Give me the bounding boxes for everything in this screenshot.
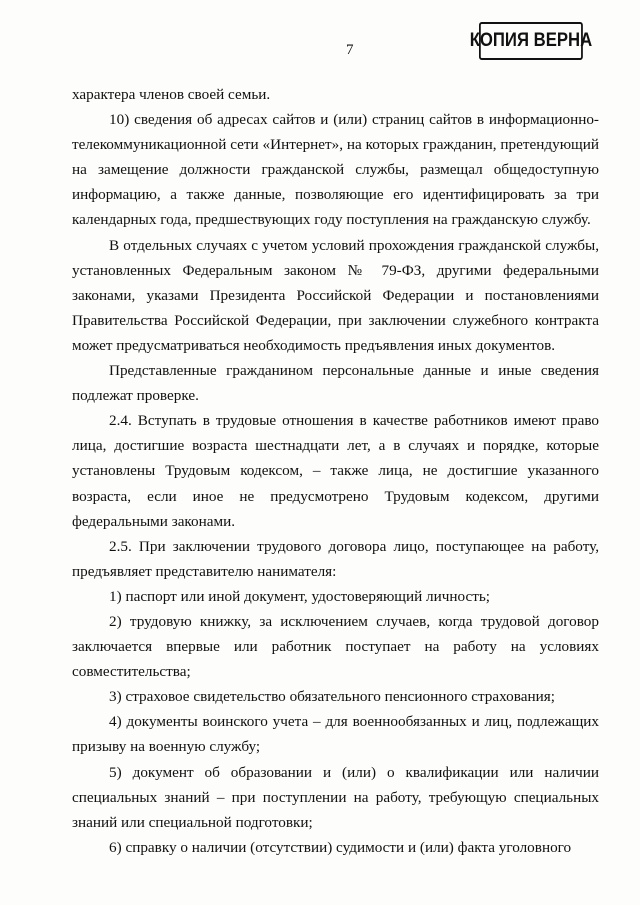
list-item-2: 2) трудовую книжку, за исключением случаев, когда трудовой договор заключается впервые или работник поступает на работу на условиях совместительства; [72, 612, 599, 681]
paragraph-special-cases: В отдельных случаях с учетом условий прохождения гражданской службы, установленных Федеральным законом № 79-ФЗ, другими федеральными законами, указами Президента Российской Федерации и постановлениями Правительства Российской Федерации, при заключении служебного контракта может предусматриваться необходимость предъявления иных документов. [72, 236, 599, 354]
document-body [72, 82, 599, 860]
list-item-1: 1) паспорт или иной документ, удостоверяющий личность; [109, 587, 491, 605]
list-item-4: 4) документы воинского учета – для военнообязанных и лиц, подлежащих призыву на военную службу; [72, 713, 599, 756]
stamp-text: КОПИЯ ВЕРНА [469, 30, 593, 51]
list-item-3: 3) страховое свидетельство обязательного пенсионного страхования; [109, 688, 555, 706]
copy-certified-stamp [469, 22, 593, 60]
page-number: 7 [346, 42, 354, 58]
list-item-6: 6) справку о наличии (отсутствии) судимости и (или) факта уголовного [109, 838, 572, 856]
paragraph-2-4: 2.4. Вступать в трудовые отношения в качестве работников имеют право лица, достигшие возраста шестнадцати лет, а в случаях и порядке, которые установлены Трудовым кодексом, – также лица, не достигшие указанного возраста, если иное не предусмотрено Трудовым кодексом, другими федеральными законами. [72, 412, 599, 530]
paragraph-2-5: 2.5. При заключении трудового договора лицо, поступающее на работу, предъявляет представителю нанимателя: [72, 537, 599, 580]
paragraph-item-10: 10) сведения об адресах сайтов и (или) страниц сайтов в информационно-телекоммуникационной сети «Интернет», на которых гражданин, претендующий на замещение должности гражданской службы, размещал общедоступную информацию, а также данные, позволяющие его идентифицировать за три календарных года, предшествующих году поступления на гражданскую службу. [72, 111, 599, 229]
list-item-5: 5) документ об образовании и (или) о квалификации или наличии специальных знаний – при поступлении на работу, требующую специальных знаний или специальной подготовки; [72, 763, 599, 831]
paragraph-continuation: характера членов своей семьи. [72, 86, 271, 103]
paragraph-verification: Представленные гражданином персональные данные и иные сведения подлежат проверке. [72, 362, 599, 405]
